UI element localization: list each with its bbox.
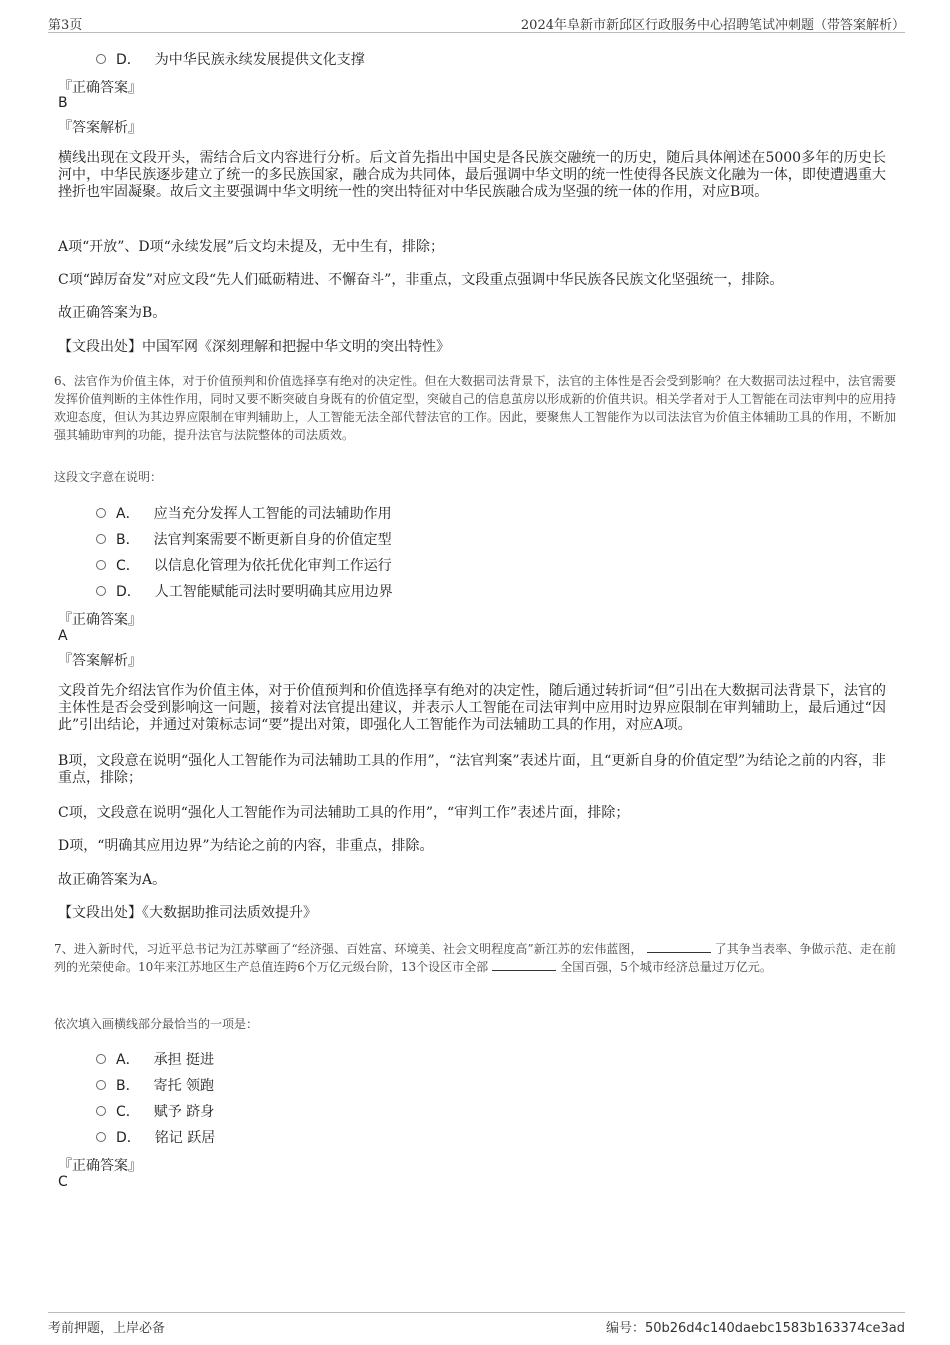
q6-option-b[interactable]: B． 法官判案需要不断更新自身的价值定型 xyxy=(96,529,392,549)
page-header xyxy=(48,12,905,33)
q5-analysis-para: 故正确答案为B。 xyxy=(58,305,167,321)
q6-answer-label: 『正确答案』 xyxy=(58,612,142,628)
radio-icon[interactable] xyxy=(96,54,106,64)
q6-analysis-para: 故正确答案为A。 xyxy=(58,872,167,888)
q5-option-d[interactable]: D． 为中华民族永续发展提供文化支撑 xyxy=(96,49,365,69)
q6-question-text: 6、法官作为价值主体，对于价值预判和价值选择享有绝对的决定性。但在大数据司法背景下，法官的主体性是否会受到影响？在大数据司法过程中，法官需要发挥价值判断的主体性作用，同时又要不断突破自身既有的价值定型，突破自己的信息茧房以形成新的价值共识。相关学者对于人工智能在司法审判中的应用持欢迎态度，但认为其边界应限制在审判辅助上，人工智能无法全部代替法官的工作。因此，要聚焦人工智能作为以司法法官为价值主体辅助工具的作用，不断加强其辅助审判的功能，提升法官与法院整体的司法质效。 xyxy=(54,374,896,442)
q7-question-text: 7、进入新时代，习近平总书记为江苏擘画了“经济强、百姓富、环境美、社会文明程度高”新江苏的宏伟蓝图， 了其争当表率、争做示范、走在前列的光荣使命。10年来江苏地区生产总值连跨6个万亿元级台阶，13个设区市全部 全国百强，5个城市经济总量过万亿元。 xyxy=(54,942,896,974)
radio-icon[interactable] xyxy=(96,586,106,596)
q6-option-d[interactable]: D． 人工智能赋能司法时要明确其应用边界 xyxy=(96,581,393,601)
q5-analysis-para: A项“开放”、D项“永续发展”后文均未提及，无中生有，排除； xyxy=(58,239,444,255)
page-footer xyxy=(48,1312,905,1335)
radio-icon[interactable] xyxy=(96,560,106,570)
q6-option-a[interactable]: A． 应当充分发挥人工智能的司法辅助作用 xyxy=(96,503,392,523)
q7-option-a[interactable]: A． 承担 挺进 xyxy=(96,1049,214,1069)
q7-option-d[interactable]: D． 铭记 跃居 xyxy=(96,1127,215,1147)
radio-icon[interactable] xyxy=(96,1080,106,1090)
radio-icon[interactable] xyxy=(96,508,106,518)
q6-option-c[interactable]: C． 以信息化管理为依托优化审判工作运行 xyxy=(96,555,392,575)
q5-analysis-label: 『答案解析』 xyxy=(58,120,142,136)
q5-analysis-para: 横线出现在文段开头，需结合后文内容进行分析。后文首先指出中国史是各民族交融统一的历史，随后具体阐述在5000多年的历史长河中，中华民族逐步建立了统一的多民族国家，融合成为共同体，最后强调中华文明的统一性使得各民族文化融为一体，即使遭遇重大挫折也牢固凝聚。故后文主要强调中华文明统一性的突出特征对中华民族融合成为坚强的统一体的作用，对应B项。 xyxy=(58,150,886,200)
fill-blank xyxy=(492,970,556,971)
q6-prompt: 这段文字意在说明： xyxy=(54,470,163,484)
q6-analysis-para: C项，文段意在说明“强化人工智能作为司法辅助工具的作用”，“审判工作”表述片面，排除； xyxy=(58,805,630,821)
q6-analysis-para: B项，文段意在说明“强化人工智能作为司法辅助工具的作用”，“法官判案”表述片面，且“更新自身的价值定型”为结论之前的内容，非重点，排除； xyxy=(58,753,886,786)
q5-answer-label: 『正确答案』 xyxy=(58,80,142,96)
document-title: 2024年阜新市新邱区行政服务中心招聘笔试冲刺题（带答案解析） xyxy=(520,18,905,33)
q7-answer: C xyxy=(58,1174,68,1190)
q6-analysis-label: 『答案解析』 xyxy=(58,653,142,669)
q6-source: 【文段出处】《大数据助推司法质效提升》 xyxy=(58,905,317,921)
footer-code: 编号：50b26d4c140daebc1583b163374ce3ad xyxy=(605,1321,905,1336)
q7-option-b[interactable]: B． 寄托 领跑 xyxy=(96,1075,214,1095)
q6-answer: A xyxy=(58,628,68,644)
radio-icon[interactable] xyxy=(96,534,106,544)
q5-answer: B xyxy=(58,95,68,111)
q5-analysis-para: C项“踔厉奋发”对应文段“先人们砥砺精进、不懈奋斗”，非重点，文段重点强调中华民族各民族文化坚强统一，排除。 xyxy=(58,272,784,288)
q7-answer-label: 『正确答案』 xyxy=(58,1158,142,1174)
radio-icon[interactable] xyxy=(96,1106,106,1116)
q6-analysis-para: D项，“明确其应用边界”为结论之前的内容，非重点，排除。 xyxy=(58,838,434,854)
page-number: 第3页 xyxy=(48,18,83,33)
q5-source: 【文段出处】中国军网《深刻理解和把握中华文明的突出特性》 xyxy=(58,339,450,355)
radio-icon[interactable] xyxy=(96,1054,106,1064)
q7-prompt: 依次填入画横线部分最恰当的一项是： xyxy=(54,1017,259,1031)
fill-blank xyxy=(647,952,711,953)
radio-icon[interactable] xyxy=(96,1132,106,1142)
q6-analysis-para: 文段首先介绍法官作为价值主体，对于价值预判和价值选择享有绝对的决定性，随后通过转折词“但”引出在大数据司法背景下，法官的主体性是否会受到影响这一问题，接着对法官提出建议，并表示人工智能在司法审判中应用时边界应限制在审判辅助上，最后通过“因此”引出结论，并通过对策标志词“要”提出对策，即强化人工智能作为司法辅助工具的作用，对应A项。 xyxy=(58,683,886,733)
footer-slogan: 考前押题，上岸必备 xyxy=(48,1321,166,1336)
q7-option-c[interactable]: C． 赋予 跻身 xyxy=(96,1101,214,1121)
